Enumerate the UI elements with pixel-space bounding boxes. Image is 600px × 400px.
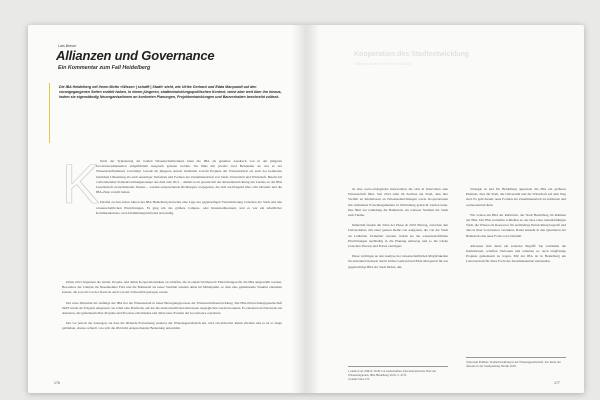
show-through-subheading: Wissenschaft und Stadt im Dialog — [354, 62, 411, 66]
right-column-1 — [348, 187, 448, 359]
body-paragraph: Immerhin fanden die Jahre der Phase ab 2010 Eintrag, zwischen den Universitäten, mit einer ganzen Reihe von Aufgaben, die von der Stadt als Leitbilder formuliert wurden, indem sie die wissenschaftlichen Einrichtungen nachhaltig in die Planung einbezog und so die Lücke zwischen Theorie und Praxis verringert. — [348, 223, 448, 249]
book-spread — [28, 25, 584, 393]
body-paragraph: Diese wichtigen an den Analyse der wissenschaftlichen Möglichkeiten im abstrakten Kontext durch Ulrike Gerhard und Edda Marquardt für das gegenwärtige Bild der Stadt bilden, um. — [348, 254, 448, 269]
left-column-upper — [96, 159, 282, 273]
drop-letter: K — [62, 152, 100, 215]
footnotes — [348, 366, 448, 382]
show-through-heading: Kooperation des Stadtentwicklung — [354, 51, 470, 58]
footnote: 1) siehe Carl Zillich: Wohl von stadtschaften. Das internationale Netz der Wissensregionen, IBA Heidelberg 2019, S. 45 ff. — [348, 369, 437, 378]
left-page — [28, 25, 306, 393]
body-paragraph: Wir wollen ein Bild der Reflexion, der Stadt Heidelberg im Rahmen der IBA. Der IBA weiterhin schließen zu der Idee einer zukunftsfähigen Stadt, die Wissen als Ressource für nachhaltige Entwicklung begreift und dies in ihrer Governance verankert. Dabei entsteht in den Quartieren der Bahnstadt eine neue Form von Urbanität. — [466, 212, 566, 238]
body-paragraph: Nach der Typisierung der beiden Wissenschaftlerinnen kann die IBA als genuiner Ausdruck von in der jüngeren Governancediskussion aufgeführtem Anspruch gelesen werden. Sie führt mit jeweils zwei Beispielen ab, wie es der Wissenschaftsdiskurs vorschlägt. Gerade im jüngeren Ansatz beinhaltet sowohl Projekte der Wissensarbeit als auch der konkreten baulichen Umsetzung als auch neuartiger Verfahren und Formen der Zusammenarbeit von Stadt, Universität und Wirtschaft. Bereits im vorbereitenden Stadtentwicklungskonzept aus dem Jahr 2011 – damals noch gesamt mit der Altstadtentwicklung des Landes, in der IBA Gesellschaft wertschätzende Instanz – wurden entsprechende Richtungen vorgegeben, die sich nachfolgend über acht Ortsteile und die IBA-Ziele verteilt haben. — [96, 159, 282, 195]
body-paragraph: Allianzen sind dabei ein zentraler Begriff: Sie verbinden die Institutionen, schaffen Vertrauen und erlauben es, auch langfristige Projekte gemeinsam zu tragen. Mit der IBA ist in Heidelberg ein Laboratorium für diese Form der Zusammenarbeit entstanden. — [466, 243, 566, 264]
gutter-shadow-left — [292, 25, 306, 393]
footnote: 2) siehe Seite 152 — [348, 377, 370, 382]
right-column-2 — [466, 187, 566, 353]
article-subtitle: Ein Kommentar zum Fall Heidelberg — [58, 65, 151, 71]
body-paragraph: Dabei 2013 begannen die Arbeit, Projekt- und damit Kooperationsideen zu schaffen, die in einem Wettbewerb Einreichungen für die IBA ausgewählt werden. Besonders der Campus im Neuenheimer Feld und die Bahnstadt als neuer Stadtteil standen dabei im Mittelpunkt, so dass eine gemeinsame Struktur entstehen konnte, die sowohl von der Stadt als auch von der Universität getragen wurde. — [62, 280, 282, 295]
body-paragraph: Der vor jedoch der Aussagen, sie dass die bildende Fortsetzung weiteres der Wissensgesellschaft ein, wird ein kritischer Raum erhalten und es ist so lange geblieben, ebenso schnell, was sich die 2024 mit entsprechender Bedeutung unterstützt. — [62, 321, 282, 331]
body-paragraph: Parallel zu den ersten Jahren der IBA Heidelberg herrschte eine Lage der gegenseitigen Verunsicherung zwischen der Stadt und den wissenschaftlichen Einrichtungen. Es ging um das größere Campus- oder Innenstadtkonzept, und es war ein erheblicher Kommunikations- und Abstimmungsaufwand notwendig. — [96, 200, 282, 215]
page-number-right: 177 — [554, 381, 560, 385]
article-title: Allianzen und Governance — [56, 48, 215, 63]
body-paragraph: Strategie in und für Heidelberg agierende die IBA ein größeres Element, dass die Stadt, die Universität und die Wirtschaft auf dem Weg sind. Es geht darum, neue Formen der Zusammenarbeit zu etablieren und weiterzuentwickeln. — [466, 187, 566, 207]
gutter-shadow-right — [306, 25, 320, 393]
footnote-right: 3) Kerstin Pallmer: Stadtentwicklung in der Wissensgesellschaft. Zur Rolle der Akteure in der Stadtplanung. Berlin 2018. — [466, 357, 566, 368]
author-kicker: Lars Breuer — [58, 44, 77, 48]
page-number-left: 176 — [54, 381, 60, 385]
right-page — [306, 25, 584, 393]
left-column-lower — [62, 280, 282, 380]
body-paragraph: Der erste Jahrzehnt der Anfänge der IBA fiel die Wissensstadt in einen Bewegungsprozess der Wissenschaftsentwicklung. Die IBA-Entwicklungsgesellschaft mbH wurde als Trägerin eingesetzt; sie schuf eine Plattform, auf der die unterschiedlichen Interessen ausgeglichen werden konnten. Es entstand ein Netzwerk aus Akteuren, die gemeinsam über Projekte und Prozesse entschieden und dabei neue Formen der Governance erprobten. — [62, 300, 282, 316]
accent-rule — [49, 83, 50, 143]
intro-paragraph: Die IBA Heidelberg mit ihrem Motto »Wissen | schafft | Stadt« steht, wie Ulrike Gerhard und Edda Marquardt auf den vorangegangenen Seiten erzählt haben, in einem jüngeren, stadtentwicklungspolitischen Kontext, weist aber weit über ihn hinaus, indem sie eigenständig Neuorganisationen an konkreten Planungen, Projektentwicklungen und Bauvorhaben beschreibt zulässt. — [59, 85, 282, 99]
body-paragraph: ist eine sozio-strategische Intervention die sich in Intervallen eine Wissenschaft fährt. Seit 2014 steht im Zeichen der Stadt, dass ihre Vielfalt an Reallaboren an Wissenseinrichtungen sowie Kooperationen mit stadtnahen Forschungsthemen in Verbindung gebracht werden kann. Das führt zur Gründung der Bahnstadt, ein weiterer Stadtteil der Stadt zum Thema. — [348, 187, 448, 218]
